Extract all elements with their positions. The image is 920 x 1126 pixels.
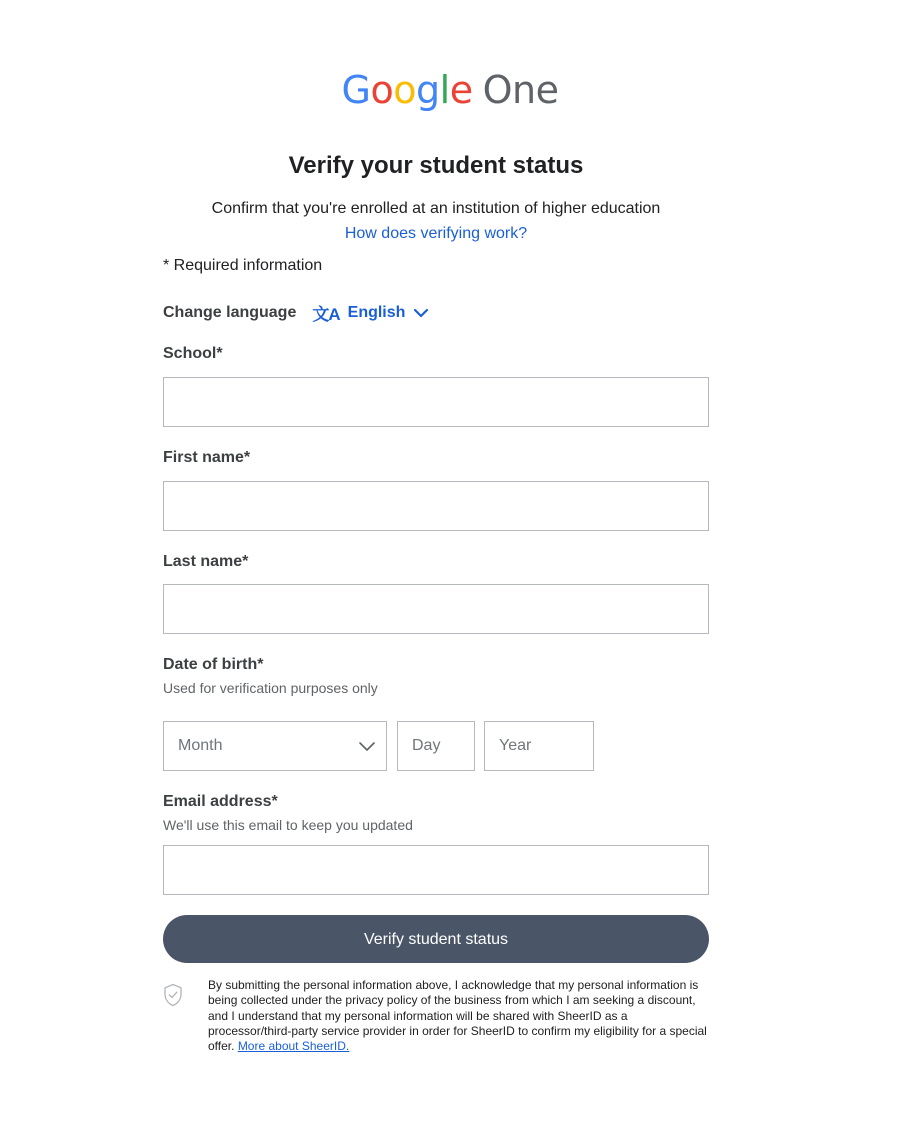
logo-product-name: One (482, 68, 559, 112)
dob-help-text: Used for verification purposes only (163, 680, 378, 696)
last-name-label: Last name* (163, 553, 249, 570)
dob-label: Date of birth* (163, 656, 264, 673)
how-verifying-works-link[interactable]: How does verifying work? (344, 225, 528, 242)
translate-icon: 文A (312, 305, 340, 324)
page-subtitle: Confirm that you're enrolled at an institution of higher education (211, 200, 661, 217)
language-row (163, 300, 429, 325)
day-field[interactable] (397, 721, 475, 771)
email-label: Email address* (163, 793, 278, 810)
email-input[interactable] (164, 846, 708, 894)
school-label: School* (163, 345, 223, 362)
first-name-label: First name* (163, 449, 251, 466)
change-language-label: Change language (163, 303, 297, 321)
month-select[interactable] (163, 721, 387, 771)
chevron-down-icon (358, 737, 376, 755)
privacy-disclaimer (208, 978, 708, 1054)
logo-letter-l: l (439, 68, 450, 112)
shield-check-icon (163, 983, 183, 1007)
first-name-field[interactable] (163, 481, 709, 531)
logo-letter-o2: o (393, 68, 416, 112)
logo-letter-e: e (449, 68, 473, 112)
last-name-field[interactable] (163, 584, 709, 634)
language-selector[interactable] (312, 300, 429, 325)
verify-student-status-button[interactable]: Verify student status (163, 915, 709, 963)
page-title: Verify your student status (288, 152, 584, 179)
last-name-input[interactable] (164, 585, 708, 633)
logo-letter-g2: g (416, 68, 440, 112)
first-name-input[interactable] (164, 482, 708, 530)
year-input[interactable] (485, 722, 593, 770)
chevron-down-icon (413, 305, 429, 321)
day-input[interactable] (398, 722, 474, 770)
language-selected: English (347, 303, 406, 321)
school-input[interactable] (164, 378, 708, 426)
year-field[interactable] (484, 721, 594, 771)
disclaimer-text: By submitting the personal information above, I acknowledge that my personal information is being collected under the privacy policy of the business from which I am seeking a discount, and I understand that my personal information will be shared with SheerID as a processor/third-party service provider in order for SheerID to confirm my eligibility for a special offer. (208, 978, 707, 1054)
logo-letter-g: G (341, 68, 371, 112)
email-field[interactable] (163, 845, 709, 895)
email-help-text: We'll use this email to keep you updated (163, 817, 413, 833)
more-about-sheerid-link[interactable]: More about SheerID. (237, 1039, 350, 1054)
month-placeholder: Month (178, 737, 223, 754)
logo-letter-o1: o (370, 68, 394, 112)
required-info-note: * Required information (163, 257, 323, 274)
google-one-logo (0, 68, 900, 112)
school-field[interactable] (163, 377, 709, 427)
